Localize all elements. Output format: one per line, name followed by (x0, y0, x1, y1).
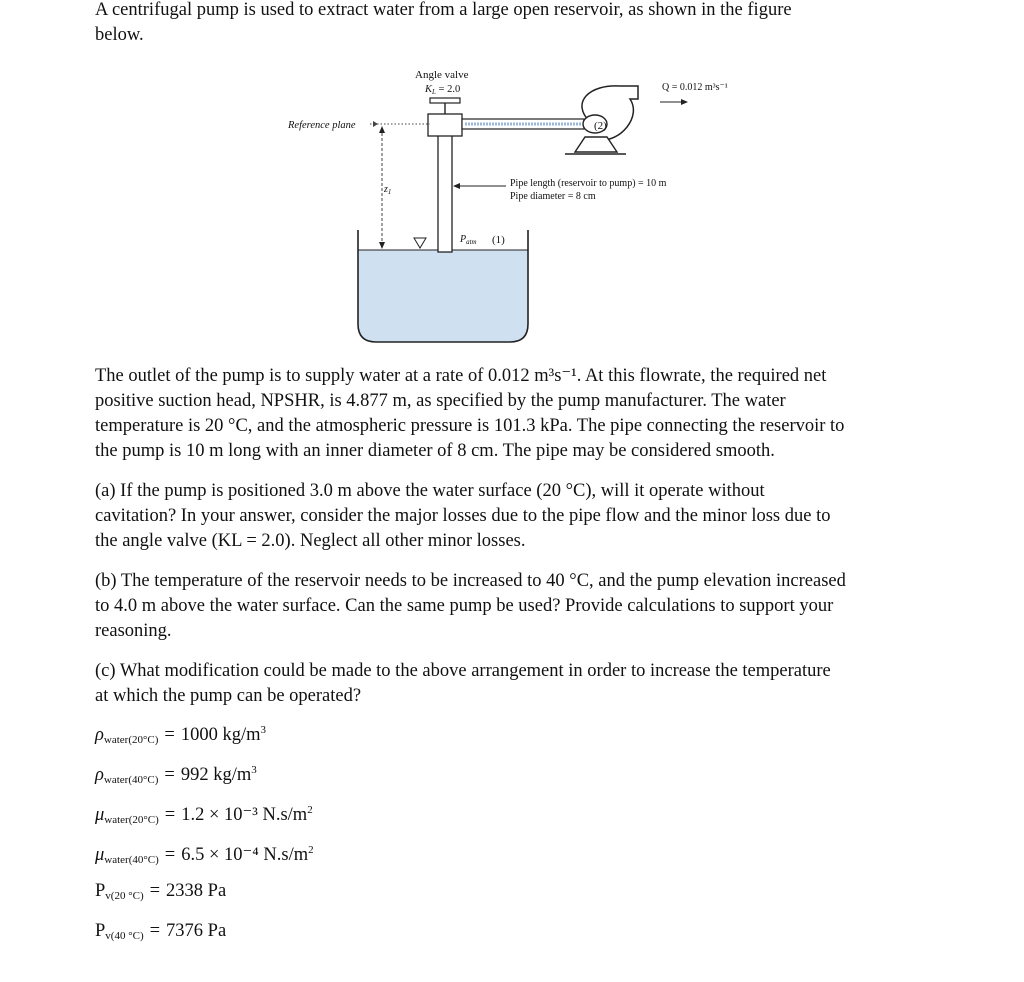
paragraph-line: The outlet of the pump is to supply water at a rate of 0.012 m³s⁻¹. At this flowrate, the required net (95, 366, 827, 386)
paragraph-line: temperature is 20 °C, and the atmospheric pressure is 101.3 kPa. The pipe connecting the reservoir to (95, 416, 845, 436)
property-density-40c: $\rho_{water(40^\circ C)} = 992$ $kg/m^3$ (95, 764, 257, 786)
property-viscosity-20c: $\mu_{water(20^\circ C)} = 1.2 \times 10^{-3}$ $N.s/m^2$ (95, 804, 313, 826)
question-line: the angle valve (KL = 2.0). Neglect all other minor losses. (95, 531, 526, 551)
pipe-length-label: Pipe length (reservoir to pump) = 10 m (510, 178, 667, 189)
property-density-20c: $\rho_{water(20^\circ C)} = 1000$ $kg/m^3$ (95, 724, 266, 746)
angle-valve-icon (428, 114, 462, 136)
paragraph-line: the pump is 10 m long with an inner diameter of 8 cm. The pipe may be considered smooth. (95, 441, 775, 461)
reservoir-water (358, 250, 528, 342)
patm-label: $P_{atm}$ (460, 234, 477, 246)
reference-plane-label: Reference plane (288, 120, 356, 131)
valve-k-label: KL = 2.0 (425, 84, 461, 96)
pump-diagram (270, 62, 740, 352)
property-viscosity-40c: $\mu_{water(40^\circ C)} = 6.5 \times 10^{-4}$ $N.s/m^2$ (95, 844, 314, 866)
valve-label: Angle valve (415, 69, 469, 81)
point-1-label: (1) (492, 234, 505, 246)
suction-pipe (438, 132, 452, 252)
z1-label: $z_1$ (384, 184, 392, 196)
property-vapor-pressure-20c: $P_{v(20 ^\circ C)} = 2338$ Pa (95, 881, 227, 902)
intro-line: A centrifugal pump is used to extract water from a large open reservoir, as shown in the figure (95, 0, 792, 20)
question-line: (a) If the pump is positioned 3.0 m above the water surface (20 °C), will it operate without (95, 481, 765, 501)
point-2-label: (2) (594, 120, 607, 132)
question-line: reasoning. (95, 621, 172, 641)
problem-paragraph (95, 364, 945, 464)
intro-line: below. (95, 25, 144, 45)
flow-label: Q = 0.012 m³s⁻¹ (662, 82, 728, 93)
question-a (95, 479, 945, 554)
question-c (95, 659, 945, 709)
property-vapor-pressure-40c: $P_{v(40 ^\circ C)} = 7376$ Pa (95, 921, 227, 942)
question-line: cavitation? In your answer, consider the major losses due to the pipe flow and the minor loss due to (95, 506, 831, 526)
paragraph-line: positive suction head, NPSHR, is 4.877 m, as specified by the pump manufacturer. The water (95, 391, 786, 411)
intro-paragraph (95, 0, 945, 48)
question-line: (b) The temperature of the reservoir needs to be increased to 40 °C, and the pump elevation increased (95, 571, 846, 591)
question-b (95, 569, 945, 644)
question-line: to 4.0 m above the water surface. Can the same pump be used? Provide calculations to support your (95, 596, 834, 616)
question-line: at which the pump can be operated? (95, 686, 362, 706)
question-line: (c) What modification could be made to the above arrangement in order to increase the temperature (95, 661, 831, 681)
water-level-icon (414, 238, 426, 248)
pipe-diameter-label: Pipe diameter = 8 cm (510, 191, 596, 202)
